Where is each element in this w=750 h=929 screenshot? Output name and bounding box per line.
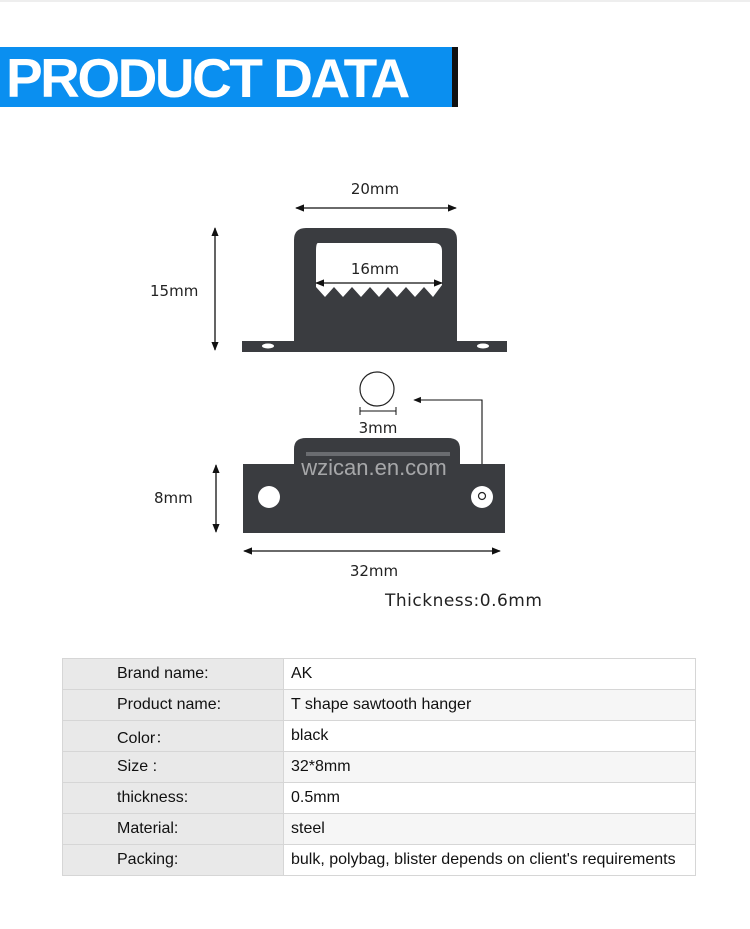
spec-value: 32*8mm <box>284 752 696 783</box>
spec-table <box>62 658 696 876</box>
spec-key: Size : <box>63 752 284 783</box>
spec-key: Material: <box>63 814 284 845</box>
spec-value: bulk, polybag, blister depends on client's requirements <box>284 845 696 876</box>
spec-value: steel <box>284 814 696 845</box>
dim-front-height-label: 8mm <box>154 489 193 507</box>
banner-title: PRODUCT DATA <box>6 47 408 109</box>
hole-detail-circle <box>360 372 394 406</box>
table-row <box>63 659 696 690</box>
dim-top-width-label: 20mm <box>350 180 400 198</box>
dim-hole-label: 3mm <box>358 419 398 437</box>
spec-value: 0.5mm <box>284 783 696 814</box>
dim-front-width-label: 32mm <box>349 562 399 580</box>
table-row <box>63 783 696 814</box>
spec-key: Product name: <box>63 690 284 721</box>
dim-height-label: 15mm <box>150 282 199 300</box>
watermark: wzican.en.com <box>301 455 447 480</box>
spec-key: Packing: <box>63 845 284 876</box>
spec-key: Brand name: <box>63 659 284 690</box>
thickness-label: Thickness:0.6mm <box>385 591 543 611</box>
spec-key: thickness: <box>63 783 284 814</box>
spec-value: AK <box>284 659 696 690</box>
spec-value: black <box>284 721 696 752</box>
table-row <box>63 721 696 752</box>
spec-value: T shape sawtooth hanger <box>284 690 696 721</box>
spec-key: Color： <box>63 721 284 752</box>
table-row <box>63 814 696 845</box>
hanger-top-view <box>242 228 507 352</box>
dim-inner-width-label: 16mm <box>350 260 400 278</box>
table-row <box>63 752 696 783</box>
hanger-front-view <box>243 438 505 533</box>
table-row <box>63 845 696 876</box>
table-row <box>63 690 696 721</box>
